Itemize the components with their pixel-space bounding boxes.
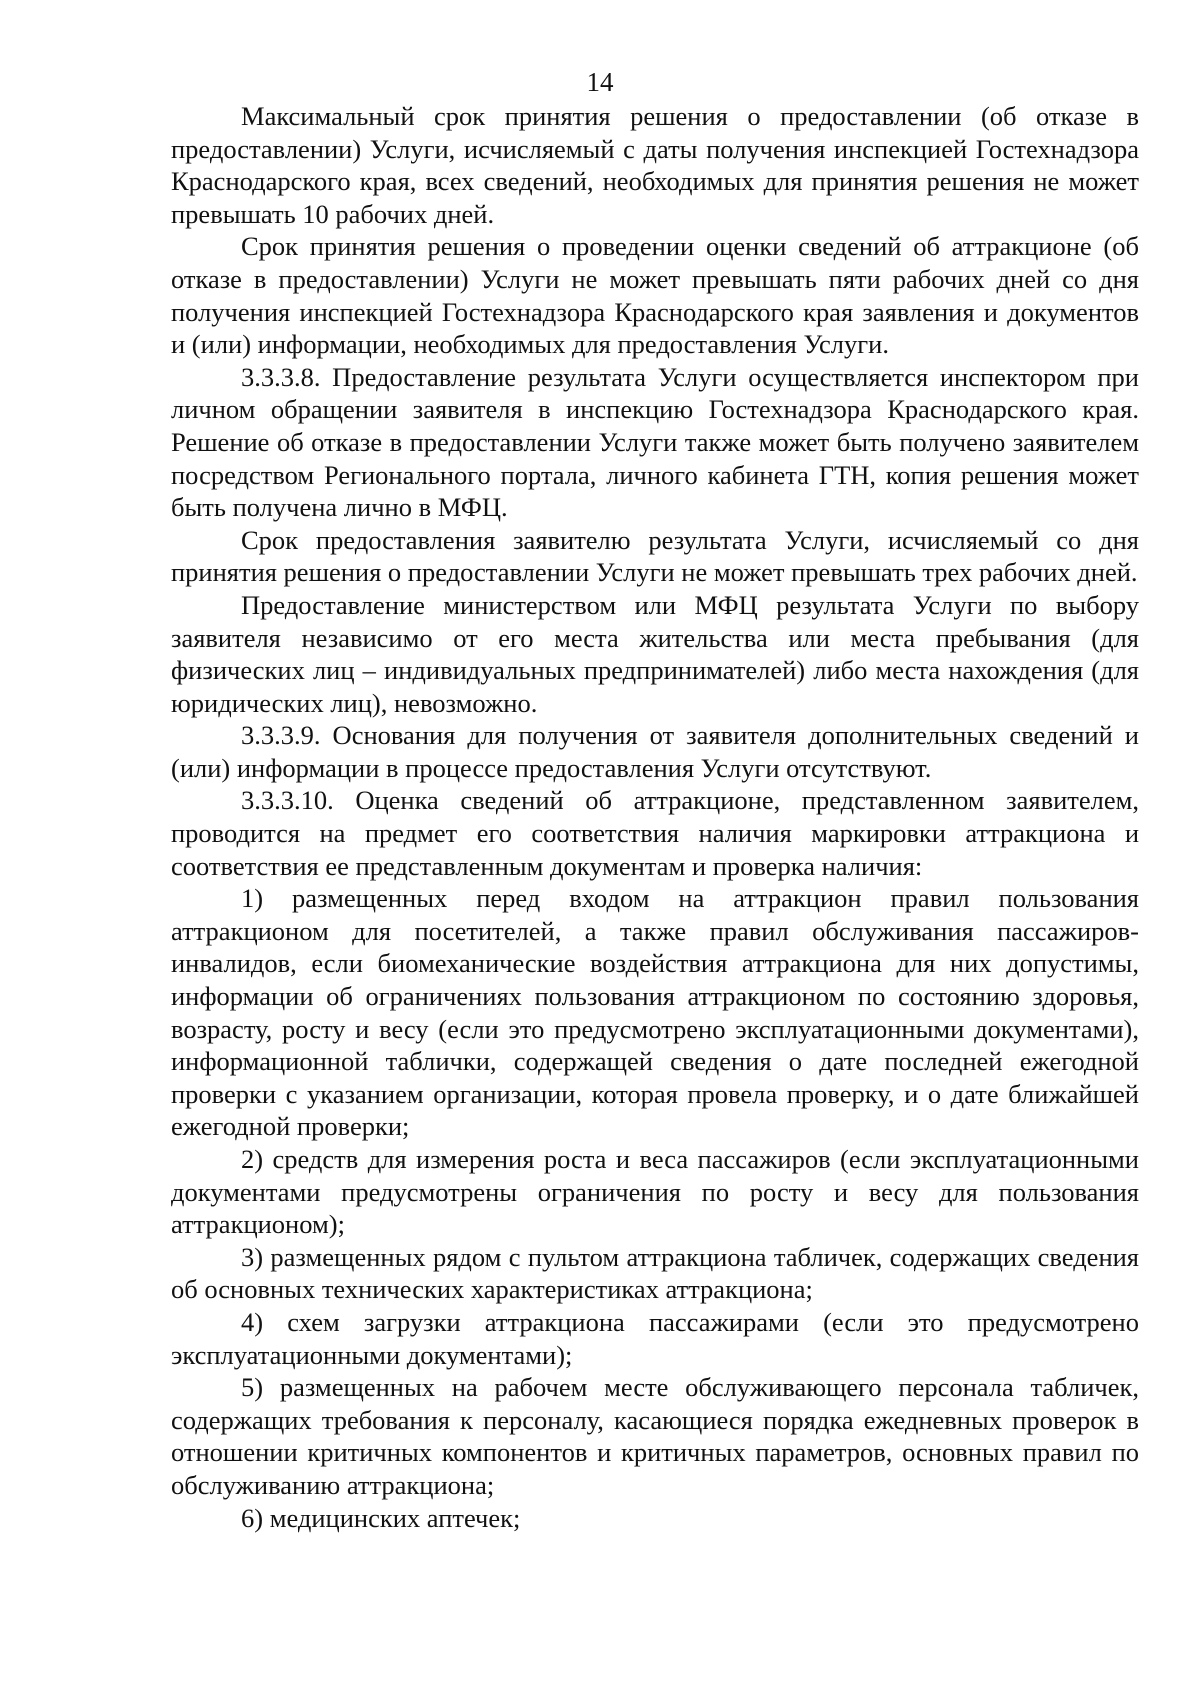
list-item-1: 1) размещенных перед входом на аттракцион правил пользования аттракционом для посетителей, а также правил обслуживания пассажиров-инвалидов, если биомеханические воздействия аттракциона для них допустимы, информации об ограничениях пользования аттракционом по состоянию здоровья, возрасту, росту и весу (если это предусмотрено эксплуатационными документами), информационной таблички, содержащей сведения о дате последней ежегодной проверки с указанием организации, которая провела проверку, и о дате ближайшей ежегодной проверки; [171, 883, 1139, 1142]
document-body [171, 100, 1139, 1534]
paragraph-max-decision-term: Максимальный срок принятия решения о предоставлении (об отказе в предоставлении) Услуги, исчисляемый с даты получения инспекцией Гостехнадзора Краснодарского края, всех сведений, необходимых для принятия решения не может превышать 10 рабочих дней. [171, 101, 1139, 229]
list-item-5: 5) размещенных на рабочем месте обслуживающего персонала табличек, содержащих требования к персоналу, касающиеся порядка ежедневных проверок в отношении критичных компонентов и критичных параметров, основных правил по обслуживанию аттракциона; [171, 1372, 1139, 1500]
list-item-2: 2) средств для измерения роста и веса пассажиров (если эксплуатационными документами предусмотрены ограничения по росту и весу для пользования аттракционом); [171, 1144, 1139, 1240]
list-item-3: 3) размещенных рядом с пультом аттракциона табличек, содержащих сведения об основных технических характеристиках аттракциона; [171, 1241, 1139, 1305]
list-item-4: 4) схем загрузки аттракциона пассажирами (если это предусмотрено эксплуатационными документами); [171, 1306, 1139, 1370]
paragraph-3-3-3-8: 3.3.3.8. Предоставление результата Услуги осуществляется инспектором при личном обращении заявителя в инспекцию Гостехнадзора Краснодарского края. Решение об отказе в предоставлении Услуги также может быть получено заявителем посредством Регионального портала, личного кабинета ГТН, копия решения может быть получена лично в МФЦ. [171, 361, 1139, 523]
paragraph-assessment-decision-term: Срок принятия решения о проведении оценки сведений об аттракционе (об отказе в предоставлении) Услуги не может превышать пяти рабочих дней со дня получения инспекцией Гостехнадзора Краснодарского края заявления и документов и (или) информации, необходимых для предоставления Услуги. [171, 231, 1139, 360]
paragraph-3-3-3-9: 3.3.3.9. Основания для получения от заявителя дополнительных сведений и (или) информации в процессе предоставления Услуги отсутствуют. [171, 720, 1139, 783]
page-number: 14 [586, 67, 614, 97]
paragraph-extraterritorial: Предоставление министерством или МФЦ результата Услуги по выбору заявителя независимо от его места жительства или места пребывания (для физических лиц – индивидуальных предпринимателей) либо места нахождения (для юридических лиц), невозможно. [171, 589, 1139, 718]
list-item-6: 6) медицинских аптечек; [241, 1502, 521, 1533]
paragraph-result-delivery-term: Срок предоставления заявителю результата Услуги, исчисляемый со дня принятия решения о предоставлении Услуги не может превышать трех рабочих дней. [171, 524, 1139, 588]
paragraph-3-3-3-10: 3.3.3.10. Оценка сведений об аттракционе, представленном заявителем, проводится на предмет его соответствия наличия маркировки аттракциона и соответствия ее представленным документам и проверка наличия: [171, 785, 1139, 881]
